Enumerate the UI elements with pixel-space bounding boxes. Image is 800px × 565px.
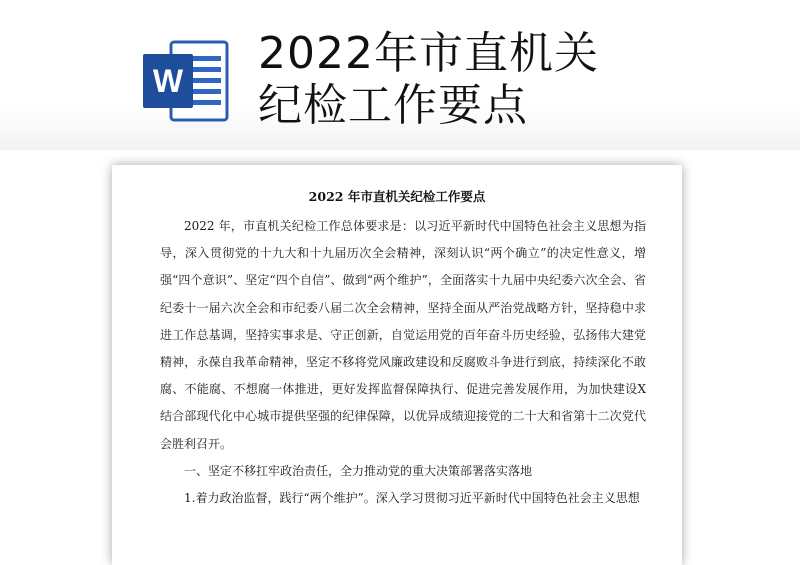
paragraph-item-1: 1.着力政治监督，践行“两个维护”。深入学习贯彻习近平新时代中国特色社会主义思想 [184,491,640,506]
headline-line-1: 2022年市直机关 [258,28,599,79]
document-title: 2022 年市直机关纪检工作要点 [308,189,486,204]
word-icon-letter: W [152,63,184,99]
paragraph-intro: 2022 年，市直机关纪检工作总体要求是：以习近平新时代中国特色社会主义思想为指导，深入贯彻党的十九大和十九届历次全会精神，深刻认识“两个确立”的决定性意义，增强“四个意识”、坚定“四个自信”、做到“两个维护”，全面落实十九届中央纪委六次全会、省纪委十一届六次全会和市纪委八届二次全会精神，坚持全面从严治党战略方针，坚持稳中求进工作总基调，坚持实事求是、守正创新，自觉运用党的百年奋斗历史经验，弘扬伟大建党精神，永葆自我革命精神，坚定不移将党风廉政建设和反腐败斗争进行到底，持续深化不敢腐、不能腐、不想腐一体推进，更好发挥监督保障执行、促进完善发展作用，为加快建设X结合部现代化中心城市提供坚强的纪律保障，以优异成绩迎接党的二十大和省第十二次党代会胜利召开。 [160,219,646,451]
paragraph-section-heading: 一、坚定不移扛牢政治责任，全力推动党的重大决策部署落实落地 [184,463,533,478]
headline [258,28,599,132]
headline-line-2: 纪检工作要点 [258,80,528,131]
document-body [160,213,646,512]
document-page [112,165,682,565]
word-document-icon [141,36,231,126]
